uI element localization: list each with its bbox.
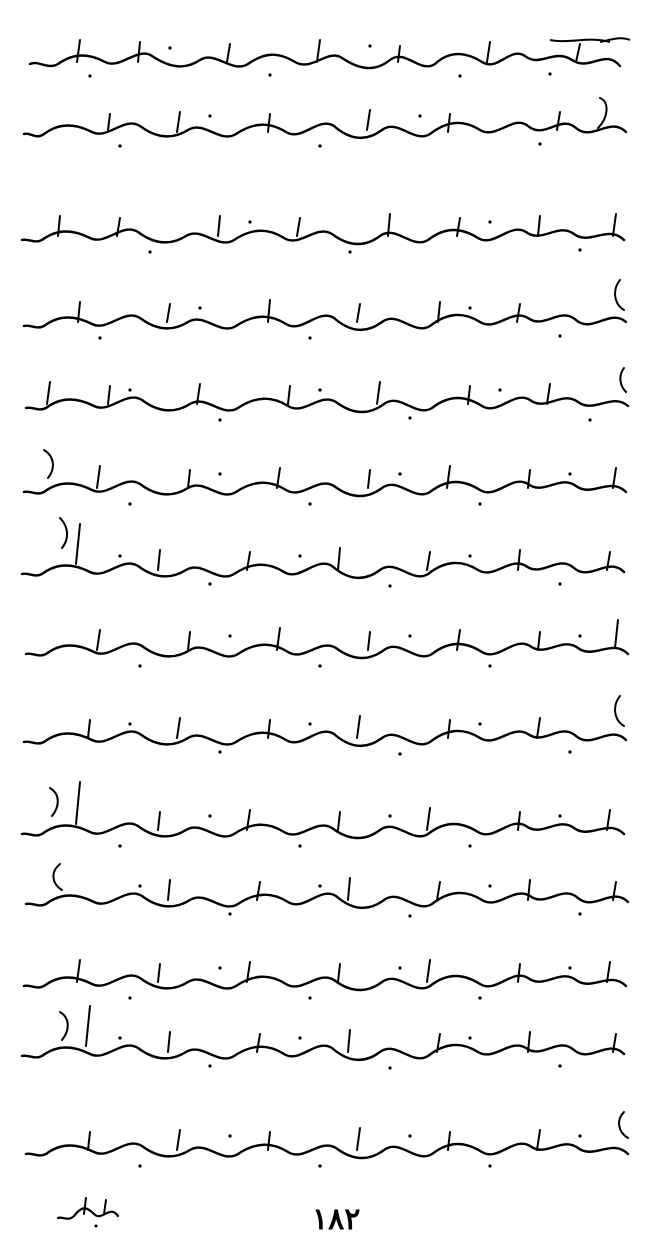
manuscript-line-9	[20, 716, 632, 756]
manuscript-line-14	[20, 1128, 632, 1168]
manuscript-line-11	[20, 878, 632, 918]
manuscript-line-10	[20, 808, 632, 848]
manuscript-line-5	[20, 382, 632, 422]
manuscript-line-4	[20, 300, 632, 340]
page-number: ١٨٢	[312, 1202, 361, 1237]
manuscript-line-7	[20, 548, 632, 588]
handwritten-mark-icon	[56, 1192, 126, 1232]
manuscript-line-6	[20, 466, 632, 506]
manuscript-line-8	[20, 628, 632, 668]
manuscript-line-2	[20, 108, 632, 148]
manuscript-line-3	[20, 214, 632, 254]
manuscript-line-1	[20, 38, 632, 78]
manuscript-line-12	[20, 960, 632, 1000]
manuscript-line-13	[20, 1030, 632, 1070]
